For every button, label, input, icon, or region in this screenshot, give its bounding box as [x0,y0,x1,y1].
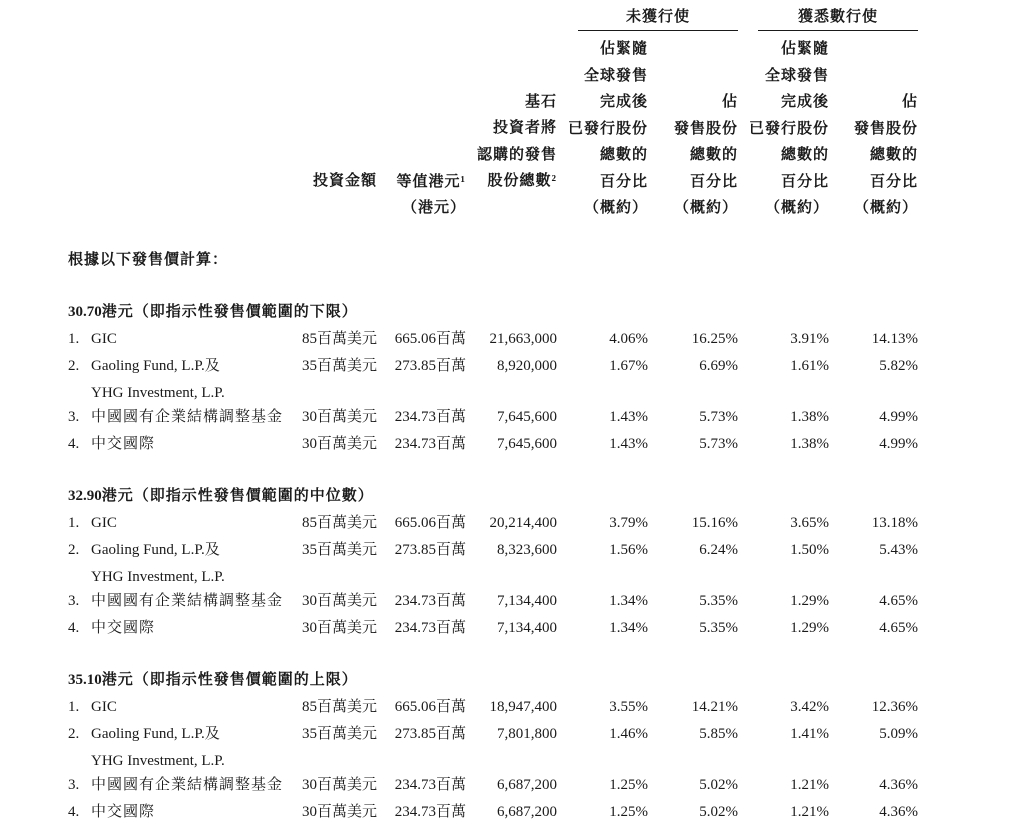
hkd-equivalent: 665.06百萬 [394,699,466,715]
pct-total-not-exercised: 1.25% [609,804,648,820]
pct-total-not-exercised: 4.06% [609,331,648,347]
pct-total-not-exercised: 1.43% [609,436,648,452]
pct-total-fully-exercised: 1.21% [790,804,829,820]
header-pct-offer-a-line-1: 佔 [721,94,738,110]
header-pct-total-a-line-7: （概約） [583,200,648,216]
header-pct-offer-a-line-4: 百分比 [689,173,738,190]
header-pct-total-b-line-5: 總數的 [780,147,829,163]
hkd-equivalent: 273.85百萬 [394,358,466,374]
investor-name: Gaoling Fund, L.P.及 [91,358,220,374]
header-pct-total-a-line-2: 全球發售 [583,67,648,84]
investor-name: 中交國際 [91,804,156,820]
investment-amount: 85百萬美元 [301,699,377,715]
offer-shares: 7,801,800 [497,726,557,742]
pct-total-not-exercised: 1.43% [609,409,648,425]
header-pct-total-a-line-3: 完成後 [599,94,648,110]
pct-total-fully-exercised: 3.42% [790,699,829,715]
header-shares-line-2: 投資者將 [492,120,557,136]
header-pct-offer-a-line-2: 發售股份 [673,120,738,137]
investment-amount: 30百萬美元 [301,804,377,820]
section-title [68,487,374,505]
pct-total-fully-exercised: 1.38% [790,436,829,452]
pct-total-not-exercised: 3.55% [609,699,648,715]
offer-shares: 21,663,000 [489,331,557,347]
row-number: 1. [68,515,80,531]
header-shares-line-4: 股份總數² [487,173,557,189]
investor-name: 中交國際 [91,620,156,636]
pct-offer-not-exercised: 5.35% [699,620,738,636]
header-pct-total-a-line-4: 已發行股份 [567,120,648,137]
investor-name: Gaoling Fund, L.P.及 [91,726,220,742]
pct-offer-not-exercised: 5.02% [699,777,738,793]
pct-offer-fully-exercised: 5.82% [879,358,918,374]
calc-note: 根據以下發售價計算： [68,252,229,268]
header-hkd-line-1: 等值港元¹ [396,173,466,190]
section-label: 港元（即指示性發售價範圍的中位數） [101,488,374,504]
row-number: 4. [68,436,80,452]
pct-offer-fully-exercised: 5.43% [879,542,918,558]
investment-amount: 35百萬美元 [301,358,377,374]
header-pct-offer-a-line-5: （概約） [673,200,738,216]
pct-total-fully-exercised: 3.65% [790,515,829,531]
pct-offer-not-exercised: 15.16% [691,515,738,531]
offer-shares: 7,645,600 [497,409,557,425]
offer-shares: 6,687,200 [497,777,557,793]
investor-name: 中國國有企業結構調整基金 [91,409,284,425]
group-underline-not-exercised [578,30,738,31]
pct-offer-fully-exercised: 14.13% [871,331,918,347]
investment-amount: 30百萬美元 [301,593,377,609]
pct-offer-fully-exercised: 12.36% [871,699,918,715]
header-pct-total-b-line-4: 已發行股份 [748,120,829,137]
header-pct-total-b-line-1: 佔緊隨 [780,41,829,57]
row-number: 1. [68,331,80,347]
hkd-equivalent: 234.73百萬 [394,409,466,425]
header-pct-offer-b-line-1: 佔 [901,94,918,110]
header-shares-line-1: 基石 [524,93,557,110]
pct-total-not-exercised: 1.34% [609,593,648,609]
row-number: 1. [68,699,80,715]
investor-name: GIC [91,515,117,531]
hkd-equivalent: 234.73百萬 [394,777,466,793]
hkd-equivalent: 234.73百萬 [394,593,466,609]
header-pct-total-b-line-3: 完成後 [780,94,829,110]
pct-offer-fully-exercised: 4.99% [879,436,918,452]
investment-amount: 30百萬美元 [301,409,377,425]
pct-total-not-exercised: 1.25% [609,777,648,793]
row-number: 3. [68,777,80,793]
pct-total-fully-exercised: 1.38% [790,409,829,425]
header-pct-total-b-line-7: （概約） [764,200,829,216]
section-label: 港元（即指示性發售價範圍的下限） [101,304,358,320]
group-underline-fully-exercised [758,30,918,31]
investment-amount: 85百萬美元 [301,331,377,347]
pct-total-not-exercised: 1.56% [609,542,648,558]
pct-total-fully-exercised: 1.21% [790,777,829,793]
offer-shares: 20,214,400 [489,515,557,531]
pct-offer-not-exercised: 14.21% [691,699,738,715]
row-number: 4. [68,804,80,820]
hkd-equivalent: 234.73百萬 [394,804,466,820]
header-pct-total-a-line-5: 總數的 [599,147,648,163]
pct-total-not-exercised: 1.67% [609,358,648,374]
pct-total-fully-exercised: 1.29% [790,620,829,636]
offer-shares: 7,134,400 [497,620,557,636]
pct-total-not-exercised: 1.34% [609,620,648,636]
pct-total-fully-exercised: 1.50% [790,542,829,558]
hkd-equivalent: 273.85百萬 [394,542,466,558]
pct-offer-not-exercised: 6.24% [699,542,738,558]
section-title [68,303,358,321]
pct-offer-fully-exercised: 4.36% [879,777,918,793]
section-label: 港元（即指示性發售價範圍的上限） [101,672,358,688]
header-pct-total-b-line-2: 全球發售 [764,67,829,84]
hkd-equivalent: 234.73百萬 [394,620,466,636]
section-title [68,671,358,689]
investor-name: GIC [91,699,117,715]
investment-amount: 30百萬美元 [301,436,377,452]
section-price: 30.70 [68,304,102,320]
header-shares-line-3: 認購的發售 [476,146,557,163]
header-investment-line-1: 投資金額 [312,173,377,189]
row-number: 3. [68,593,80,609]
offer-shares: 18,947,400 [489,699,557,715]
header-hkd-line-2: （港元） [401,200,466,216]
offer-shares: 8,920,000 [497,358,557,374]
header-pct-total-b-line-6: 百分比 [780,173,829,190]
pct-total-fully-exercised: 3.91% [790,331,829,347]
pct-offer-not-exercised: 5.85% [699,726,738,742]
pct-offer-not-exercised: 16.25% [691,331,738,347]
group-header-fully-exercised: 獲悉數行使 [797,9,878,25]
investor-name-cont: YHG Investment, L.P. [91,569,225,585]
row-number: 2. [68,542,80,558]
pct-offer-fully-exercised: 5.09% [879,726,918,742]
hkd-equivalent: 665.06百萬 [394,515,466,531]
investor-name: 中國國有企業結構調整基金 [91,593,284,609]
header-pct-offer-a-line-3: 總數的 [689,147,738,163]
group-header-not-exercised: 未獲行使 [625,9,690,25]
pct-total-fully-exercised: 1.29% [790,593,829,609]
pct-offer-not-exercised: 5.02% [699,804,738,820]
investment-amount: 35百萬美元 [301,726,377,742]
hkd-equivalent: 273.85百萬 [394,726,466,742]
pct-offer-fully-exercised: 4.99% [879,409,918,425]
pct-total-not-exercised: 3.79% [609,515,648,531]
investment-amount: 30百萬美元 [301,620,377,636]
pct-total-fully-exercised: 1.41% [790,726,829,742]
row-number: 2. [68,358,80,374]
investor-name-cont: YHG Investment, L.P. [91,385,225,401]
header-pct-offer-b-line-3: 總數的 [869,147,918,163]
offer-shares: 7,134,400 [497,593,557,609]
header-pct-offer-b-line-4: 百分比 [869,173,918,190]
header-pct-offer-b-line-5: （概約） [853,200,918,216]
hkd-equivalent: 234.73百萬 [394,436,466,452]
investor-name: GIC [91,331,117,347]
investment-amount: 35百萬美元 [301,542,377,558]
pct-total-fully-exercised: 1.61% [790,358,829,374]
investment-amount: 85百萬美元 [301,515,377,531]
section-price: 35.10 [68,672,102,688]
pct-offer-not-exercised: 5.73% [699,409,738,425]
pct-offer-fully-exercised: 4.65% [879,593,918,609]
header-pct-total-a-line-6: 百分比 [599,173,648,190]
offer-shares: 7,645,600 [497,436,557,452]
section-price: 32.90 [68,488,102,504]
pct-total-not-exercised: 1.46% [609,726,648,742]
investment-amount: 30百萬美元 [301,777,377,793]
row-number: 3. [68,409,80,425]
pct-offer-fully-exercised: 13.18% [871,515,918,531]
pct-offer-not-exercised: 5.73% [699,436,738,452]
row-number: 2. [68,726,80,742]
offer-shares: 8,323,600 [497,542,557,558]
offer-shares: 6,687,200 [497,804,557,820]
row-number: 4. [68,620,80,636]
pct-offer-not-exercised: 5.35% [699,593,738,609]
pct-offer-not-exercised: 6.69% [699,358,738,374]
investor-name: 中國國有企業結構調整基金 [91,777,284,793]
investor-name: 中交國際 [91,436,156,452]
pct-offer-fully-exercised: 4.65% [879,620,918,636]
investor-name: Gaoling Fund, L.P.及 [91,542,220,558]
investor-name-cont: YHG Investment, L.P. [91,753,225,769]
hkd-equivalent: 665.06百萬 [394,331,466,347]
header-pct-total-a-line-1: 佔緊隨 [599,41,648,57]
pct-offer-fully-exercised: 4.36% [879,804,918,820]
header-pct-offer-b-line-2: 發售股份 [853,120,918,137]
